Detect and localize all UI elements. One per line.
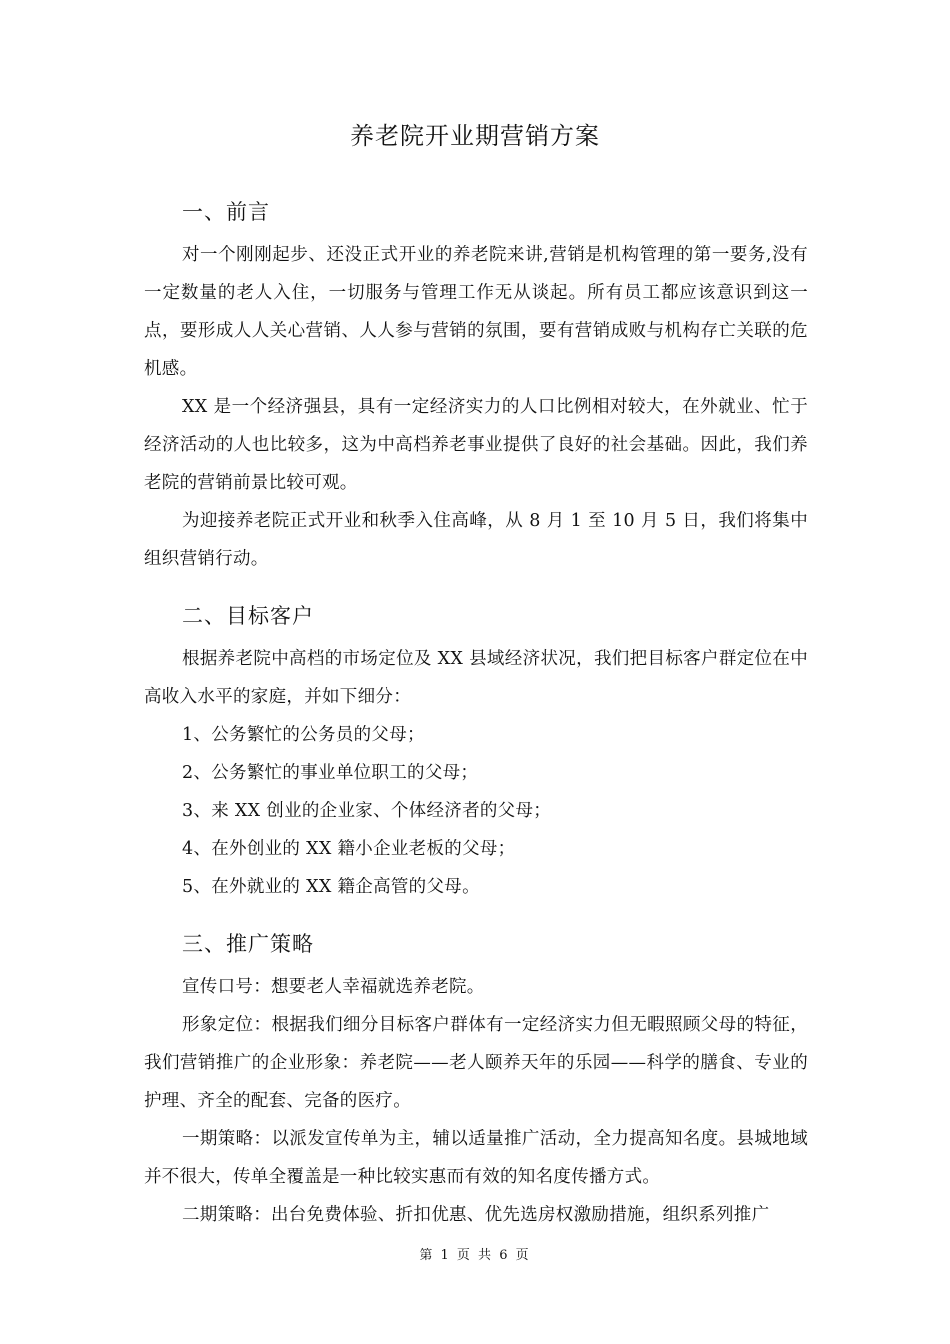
list-item: 2、公务繁忙的事业单位职工的父母； <box>182 763 479 783</box>
section-heading-target-customers: 二、目标客户 <box>182 604 314 628</box>
page-number-footer: 第 1 页 共 6 页 <box>419 1248 531 1263</box>
document-body <box>144 192 808 1234</box>
paragraph: 二期策略：出台免费体验、折扣优惠、优先选房权激励措施，组织系列推广 <box>182 1205 770 1225</box>
paragraph: 宣传口号：想要老人幸福就选养老院。 <box>182 977 485 997</box>
list-item: 4、在外创业的 XX 籍小企业老板的父母； <box>182 839 516 859</box>
section-heading-preface: 一、前言 <box>182 200 270 224</box>
list-item: 5、在外就业的 XX 籍企高管的父母。 <box>182 877 480 897</box>
section-spacer <box>144 906 808 924</box>
list-item: 3、来 XX 创业的企业家、个体经济者的父母； <box>182 801 552 821</box>
section-heading-promotion-strategy: 三、推广策略 <box>182 932 314 956</box>
paragraph: XX 是一个经济强县，具有一定经济实力的人口比例相对较大，在外就业、忙于经济活动的人也比较多，这为中高档养老事业提供了良好的社会基础。因此，我们养老院的营销前景比较可观。 <box>144 397 808 493</box>
paragraph: 为迎接养老院正式开业和秋季入住高峰，从 8 月 1 至 10 月 5 日，我们将集中组织营销行动。 <box>144 511 808 569</box>
paragraph: 对一个刚刚起步、还没正式开业的养老院来讲,营销是机构管理的第一要务,没有一定数量的老人入住，一切服务与管理工作无从谈起。所有员工都应该意识到这一点，要形成人人关心营销、人人参与营销的氛围，要有营销成败与机构存亡关联的危机感。 <box>144 245 808 379</box>
paragraph: 形象定位：根据我们细分目标客户群体有一定经济实力但无暇照顾父母的特征，我们营销推广的企业形象：养老院——老人颐养天年的乐园——科学的膳食、专业的护理、齐全的配套、完备的医疗。 <box>144 1015 808 1111</box>
list-item: 1、公务繁忙的公务员的父母； <box>182 725 425 745</box>
paragraph: 根据养老院中高档的市场定位及 XX 县域经济状况，我们把目标客户群定位在中高收入水平的家庭，并如下细分： <box>144 649 808 707</box>
section-spacer <box>144 578 808 596</box>
document-title: 养老院开业期营销方案 <box>350 122 600 150</box>
paragraph: 一期策略：以派发宣传单为主，辅以适量推广活动，全力提高知名度。县城地域并不很大，传单全覆盖是一种比较实惠而有效的知名度传播方式。 <box>144 1129 808 1187</box>
